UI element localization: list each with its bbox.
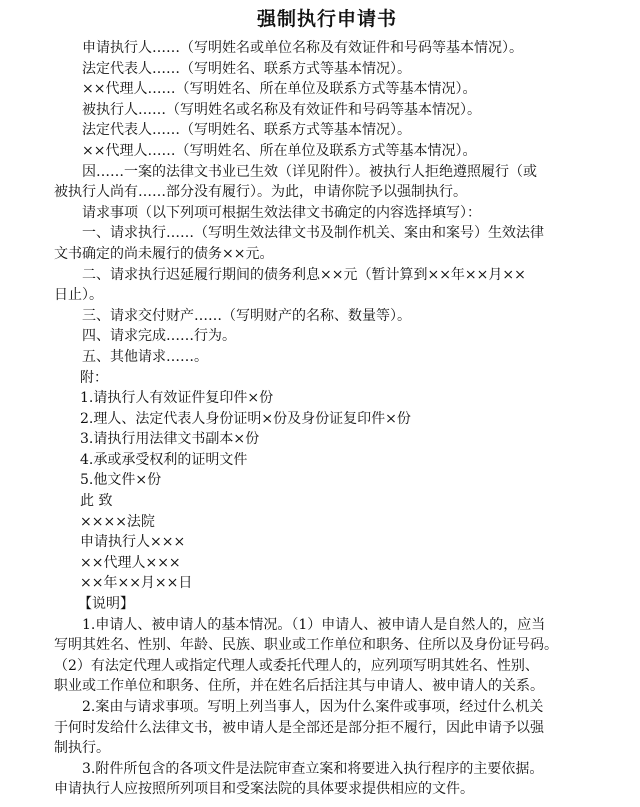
respondent-agent-line: ××代理人……（写明姓名、所在单位及联系方式等基本情况）。 [82,142,477,159]
attachment-item: 1.请执行人有效证件复印件×份 [80,390,274,407]
reason-line-1: 因……一案的法律文书业已生效（详见附件）。被执行人拒绝遵照履行（或 [82,163,537,180]
legal-rep-line: 法定代表人……（写明姓名、联系方式等基本情况）。 [82,60,411,77]
note-1-line-2: 写明其姓名、性别、年龄、民族、职业或工作单位和职务、住所以及身份证号码。 [54,637,558,654]
note-1-line-3: （2）有法定代理人或指定代理人或委托代理人的，应列项写明其姓名、性别、 [54,657,539,674]
request-item-1-line-2: 文书确定的尚未履行的债务××元。 [54,245,274,262]
note-1-line-1: 1.申请人、被申请人的基本情况。（1）申请人、被申请人是自然人的，应当 [82,616,546,633]
note-2-line-3: 制执行。 [54,740,110,757]
attachment-item: 3.请执行用法律文书副本×份 [80,431,260,448]
request-item-4: 四、请求完成……行为。 [82,328,236,345]
request-item-3: 三、请求交付财产……（写明财产的名称、数量等）。 [82,307,411,324]
salutation: 此 致 [80,493,113,510]
respondent-legal-rep-line: 法定代表人……（写明姓名、联系方式等基本情况）。 [82,122,411,139]
request-item-5: 五、其他请求……。 [82,348,208,365]
attachment-item: 2.理人、法定代表人身份证明×份及身份证复印件×份 [80,410,411,427]
request-item-2-line-2: 日止）。 [54,287,103,304]
attachment-item: 5.他文件×份 [80,472,162,489]
document-title: 强制执行申请书 [256,8,397,30]
signature-applicant: 申请执行人××× [80,534,186,551]
note-1-line-4: 职业或工作单位和职务、住所，并在姓名后括注其与申请人、被申请人的关系。 [54,678,544,695]
request-item-2-line-1: 二、请求执行迟延履行期间的债务利息××元（暂计算到××年××月×× [82,266,526,283]
notes-heading: 【说明】 [78,596,134,613]
note-3-line-2: 申请执行人应按照所列项目和受案法院的具体要求提供相应的文件。 [54,781,474,798]
court-name: ××××法院 [80,513,155,530]
note-2-line-2: 于何时发给什么法律文书，被申请人是全部还是部分拒不履行，因此申请予以强 [54,719,544,736]
note-3-line-1: 3.附件所包含的各项文件是法院审查立案和将要进入执行程序的主要依据。 [82,760,544,777]
agent-line: ××代理人……（写明姓名、所在单位及联系方式等基本情况）。 [82,81,477,98]
respondent-line: 被执行人……（写明姓名或名称及有效证件和号码等基本情况）。 [82,101,481,118]
attachments-heading: 附： [80,369,108,386]
reason-line-2: 被执行人尚有……部分没有履行）。为此，申请你院予以强制执行。 [54,184,467,201]
request-item-1-line-1: 一、请求执行……（写明生效法律文书及制作机关、案由和案号）生效法律 [82,225,544,242]
signature-agent: ××代理人××× [80,554,181,571]
signature-date: ××年××月××日 [80,575,193,592]
attachment-item: 4.承或承受权利的证明文件 [80,451,248,468]
applicant-line: 申请执行人……（写明姓名或单位名称及有效证件和号码等基本情况）。 [82,40,523,56]
request-heading: 请求事项（以下列项可根据生效法律文书确定的内容选择填写）： [82,204,481,221]
note-2-line-1: 2.案由与请求事项。写明上列当事人，因为什么案件或事项，经过什么机关 [82,699,544,715]
